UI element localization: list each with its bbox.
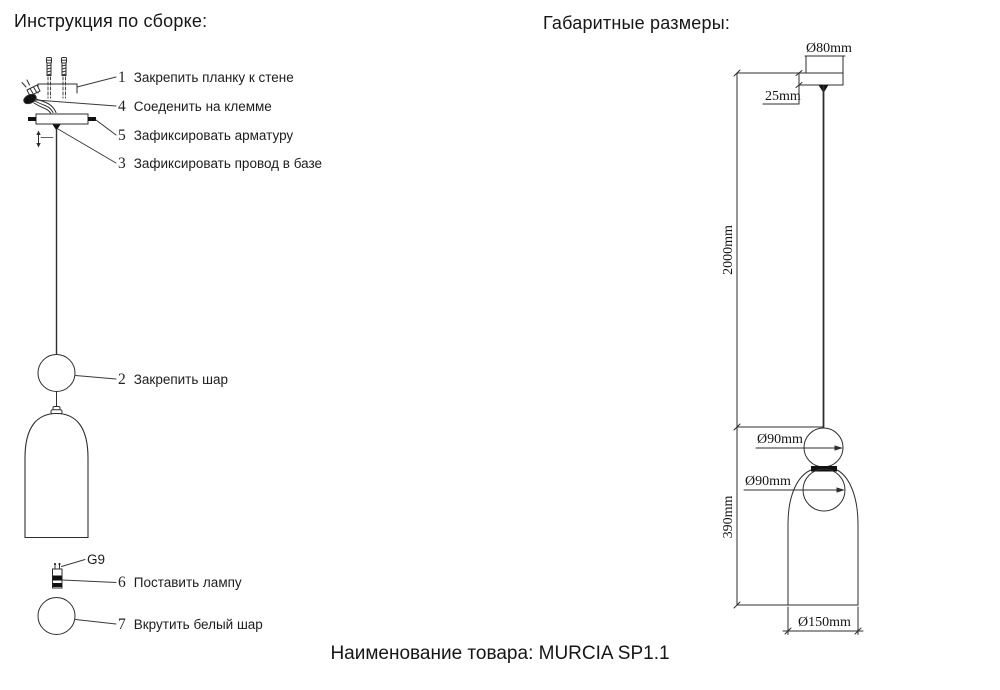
- step-label: Соеденить на клемме: [133, 99, 272, 114]
- assembly-title: Инструкция по сборке:: [14, 11, 208, 31]
- step-label: Зафиксировать арматуру: [133, 128, 294, 143]
- assembly-drawing: [22, 58, 116, 635]
- shade-cap: [51, 407, 62, 414]
- canopy-height-label: 25mm: [765, 89, 801, 104]
- dim-canopy-diameter: [805, 56, 845, 73]
- step-label: Поставить лампу: [133, 575, 242, 590]
- mounting-bracket: [38, 84, 77, 93]
- step-callout-6: [118, 574, 242, 592]
- step-number: 7: [118, 616, 126, 633]
- dome-shade: [25, 414, 88, 538]
- canopy-diameter-label: Ø80mm: [806, 41, 852, 56]
- shade-diameter-label: Ø150mm: [798, 615, 851, 630]
- screw-icon: [62, 58, 67, 99]
- dim-canopy: [799, 73, 843, 85]
- step-label: Вкрутить белый шар: [133, 617, 263, 632]
- step-callout-5: [118, 127, 293, 145]
- step-callout-2: [118, 371, 228, 389]
- screw-icon: [47, 58, 52, 99]
- suspension-length-label: 2000mm: [721, 225, 736, 275]
- white-ball: [38, 598, 75, 635]
- step-number: 4: [118, 98, 126, 115]
- step-label: Закрепить планку к стене: [133, 70, 294, 85]
- dimension-drawing: [734, 56, 863, 635]
- step-number: 6: [118, 574, 126, 591]
- lower-ball-diameter-label: Ø90mm: [745, 474, 791, 489]
- upper-ball-diameter-label: Ø90mm: [757, 432, 803, 447]
- step-callout-4: [118, 98, 272, 116]
- step-number: 1: [118, 69, 126, 86]
- decor-ball: [38, 355, 75, 392]
- adjust-arrow-icon: [36, 131, 53, 148]
- dimensions-title: Габаритные размеры:: [543, 13, 731, 33]
- g9-lamp-icon: [53, 563, 63, 588]
- dim-vertical-line: [734, 70, 823, 608]
- step-label: Закрепить шар: [133, 372, 228, 387]
- step-callout-1: [118, 69, 294, 87]
- step-number: 5: [118, 127, 126, 144]
- callout-leaders: [36, 77, 116, 624]
- canopy-base: [28, 114, 96, 131]
- fixture-height-label: 390mm: [721, 495, 736, 539]
- product-name-label: Наименование товара: MURCIA SP1.1: [330, 643, 670, 664]
- step-number: 2: [118, 371, 126, 388]
- socket-type-label: G9: [87, 552, 106, 567]
- step-label: Зафиксировать провод в базе: [133, 156, 323, 171]
- step-number: 3: [118, 155, 126, 172]
- step-callout-3: [118, 155, 322, 173]
- step-callout-7: [118, 616, 263, 634]
